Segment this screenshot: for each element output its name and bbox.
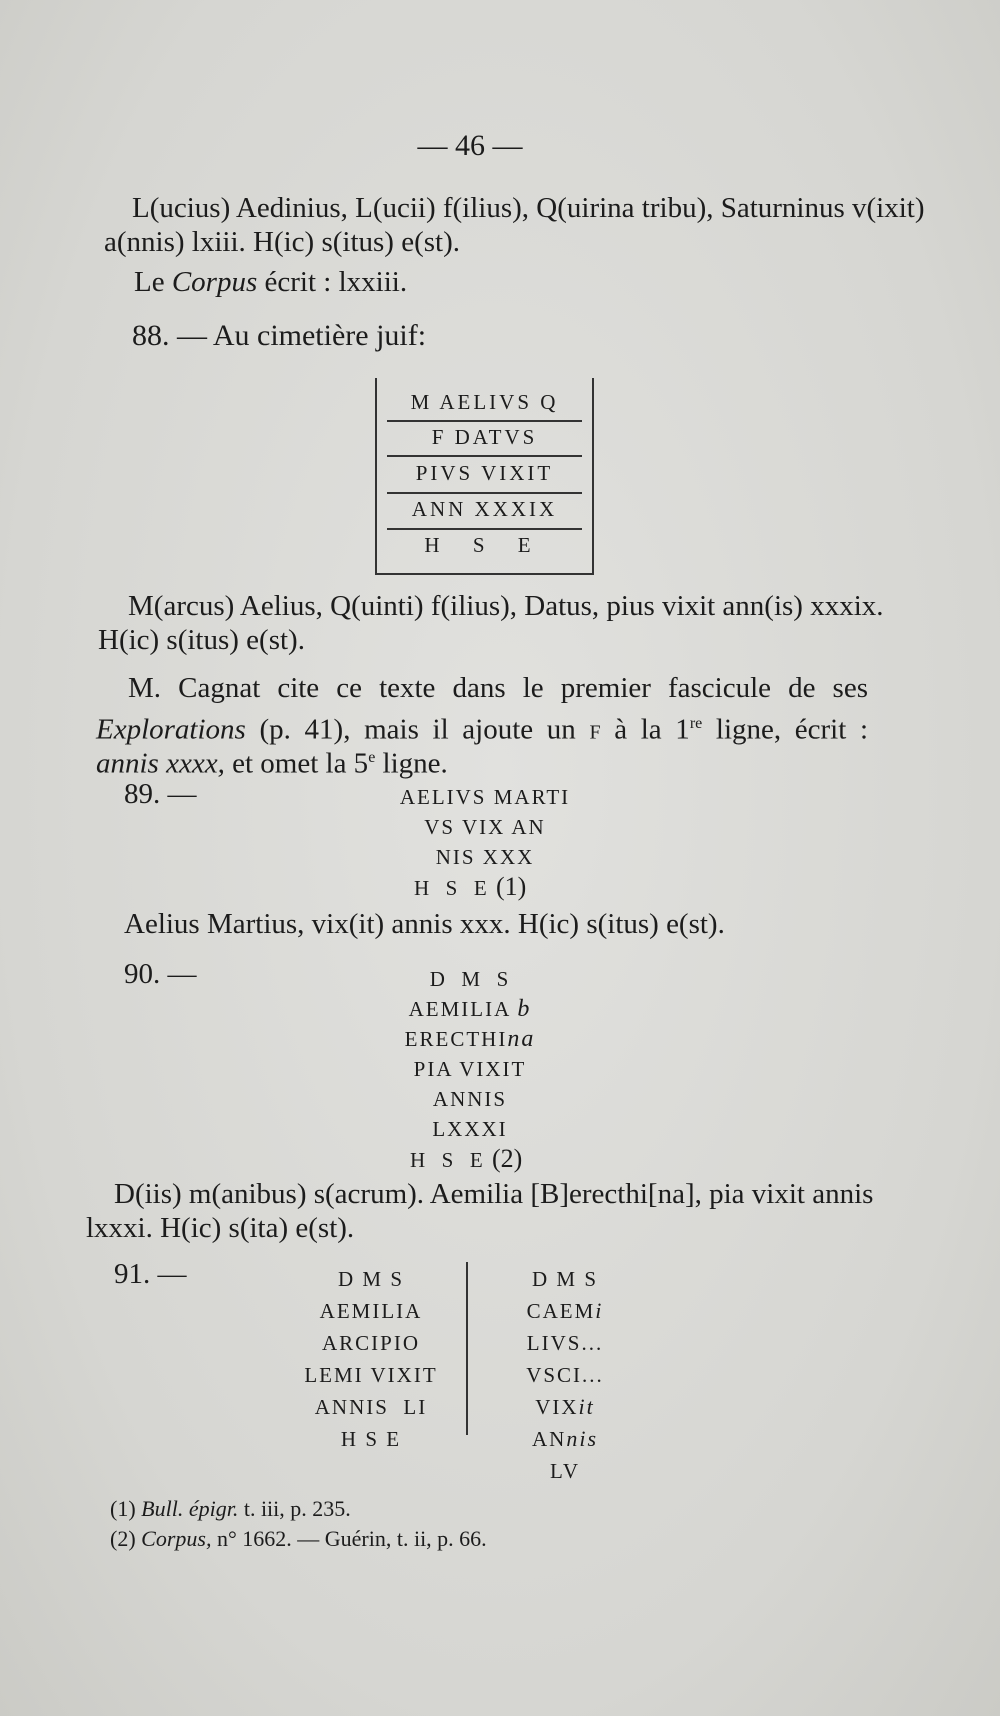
inscription-91-restored: i [595,1298,604,1323]
inscription-88-rule [387,528,582,530]
item-90-transcription-2: lxxxi. H(ic) s(ita) e(st). [86,1212,355,1244]
inscription-90-text: AEMILIA [408,997,518,1021]
inscription-91-right-line: D M S [531,1267,599,1291]
inscription-88-rule [387,455,582,457]
footnote-ref-2: (2) [491,1144,523,1173]
inscription-90-line [370,1024,570,1054]
footnote-source: Corpus, [141,1526,212,1551]
item-91-number: 91. — [114,1258,187,1290]
note-superscript: re [689,715,703,732]
item-88-transcription-1: M(arcus) Aelius, Q(uinti) f(ilius), Datus, pius vixit ann(is) xxxix. [128,590,884,622]
inscription-91-right-line [490,1328,640,1358]
inscription-90-line: D M S [429,967,511,991]
item-89-transcription: Aelius Martius, vix(it) annis xxx. H(ic) s(itus) e(st). [124,908,725,940]
inscription-88-rule [387,492,582,494]
inscription-88-rule [387,420,582,422]
inscription-91-left-line: ANNIS LI [314,1395,428,1419]
inscription-91-right-line [490,1360,640,1390]
note-text: à la 1 [600,713,690,746]
inscription-91-text: VIX [535,1395,579,1419]
inscription-89-line: NIS XXX [435,845,535,869]
corpus-note-pre: Le [134,266,172,298]
item-89-number: 89. — [124,778,197,810]
inscription-90-last-line [410,1144,522,1175]
inscription-91-restored: nis [566,1426,599,1451]
footnote-number: (2) [110,1526,136,1551]
inscription-90-restored: b [517,996,532,1022]
intro-line-2: a(nnis) lxiii. H(ic) s(itus) e(st). [104,226,460,258]
note-text: ligne. [375,747,448,780]
inscription-91-left-line: AEMILIA [319,1299,423,1323]
inscription-90-restored: na [507,1026,536,1052]
inscription-91-text: VSCI... [526,1363,604,1387]
footnote-text: t. iii, p. 235. [238,1496,351,1521]
footnote-source: Bull. épigr. [141,1496,239,1521]
item-88-note-1: M. Cagnat cite ce texte dans le premier fascicule de ses [128,672,868,704]
inscription-89-hse: H S E [414,876,489,900]
inscription-89-last-line [414,872,526,903]
inscription-91-left-line: H S E [340,1427,402,1451]
inscription-91-text: AN [531,1427,567,1451]
inscription-91-restored: it [578,1394,595,1419]
inscription-91-right-line [490,1296,640,1326]
inscription-90-line: PIA VIXIT [413,1057,527,1081]
inscription-91-right-line [490,1424,640,1454]
inscription-91-text: LIVS... [526,1331,604,1355]
inscription-88-line: ANN XXXIX [411,497,558,521]
explorations-title: Explorations [96,713,246,746]
note-text: et omet la 5 [224,747,369,780]
inscription-91-divider [466,1262,468,1435]
inscription-89-line: VS VIX AN [424,815,546,839]
footnote-2 [110,1524,487,1554]
corpus-note-post: écrit : lxxiii. [257,266,408,298]
footnote-1 [110,1494,351,1524]
inscription-91-right-line [490,1392,640,1422]
inscription-90-line [370,994,570,1024]
inscription-91-left-line: D M S [337,1267,405,1291]
note-superscript: e [368,749,376,766]
corpus-note [134,264,407,300]
footnote-number: (1) [110,1496,136,1521]
inscription-91-text: LV [549,1459,581,1483]
inscription-90-line: LXXXI [432,1117,508,1141]
note-text: ligne, écrit : [702,713,868,746]
footnote-text: n° 1662. — Guérin, t. ii, p. 66. [211,1526,487,1551]
note-text: (p. 41), mais il ajoute un [245,713,590,746]
inscription-88-line: F DATVS [431,425,538,449]
inscription-88-line: PIVS VIXIT [415,461,554,485]
inscription-88-frame [375,378,594,575]
note-letter: F [589,721,601,744]
item-90-number: 90. — [124,958,197,990]
note-italic: annis xxxx, [96,747,225,780]
inscription-90-text: ERECTHI [404,1027,508,1051]
item-90-transcription-1: D(iis) m(anibus) s(acrum). Aemilia [B]erecthi[na], pia vixit annis [114,1178,874,1210]
item-88-transcription-2: H(ic) s(itus) e(st). [98,624,305,656]
inscription-91-right-line [490,1456,640,1486]
inscription-91-left-line: LEMI VIXIT [304,1363,438,1387]
inscription-89-line: AELIVS MARTI [399,785,571,809]
inscription-88-line: M AELIVS Q [410,390,559,414]
page-number: — 46 — [417,129,523,162]
inscription-88-line: H S E [424,533,545,557]
footnote-ref-1: (1) [495,872,527,901]
inscription-90-line: ANNIS [432,1087,508,1111]
intro-line-1: L(ucius) Aedinius, L(ucii) f(ilius), Q(uirina tribu), Saturninus v(ixit) [132,192,925,224]
inscription-91-left-line: ARCIPIO [321,1331,420,1355]
item-88-heading: 88. — Au cimetière juif: [132,319,427,352]
inscription-90-hse: H S E [410,1148,485,1172]
corpus-note-title: Corpus [171,266,258,298]
inscription-91-text: CAEM [526,1299,596,1323]
